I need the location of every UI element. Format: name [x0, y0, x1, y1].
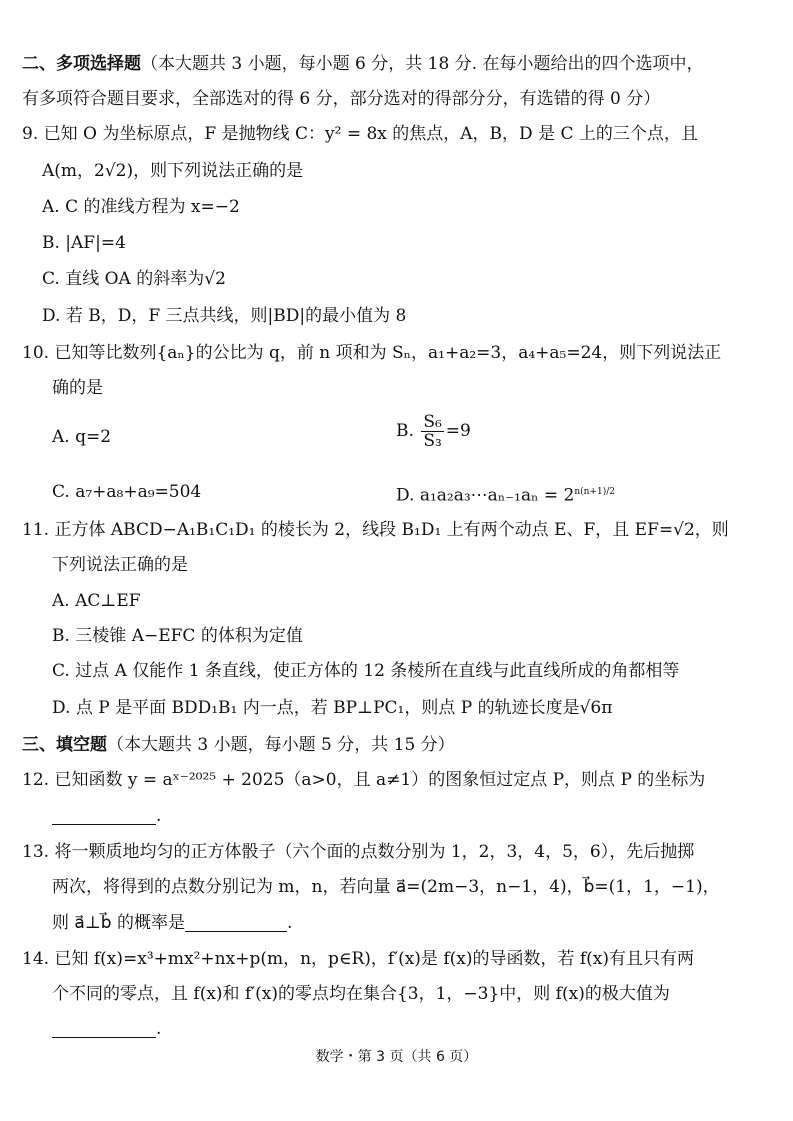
- q13-end: .: [287, 913, 293, 933]
- q11-option-b: B. 三棱锥 A−EFC 的体积为定值: [52, 626, 303, 646]
- section2-note-line1: （本大题共 3 小题，每小题 6 分，共 18 分. 在每小题给出的四个选项中，: [141, 54, 704, 74]
- q12-answer-line: [52, 805, 161, 827]
- q10-stem-line2: 确的是: [52, 378, 103, 398]
- q10-option-d-main: D. a₁a₂a₃⋯aₙ₋₁aₙ = 2: [396, 485, 575, 506]
- section2-title: 二、多项选择题: [22, 54, 141, 74]
- q11-option-c: C. 过点 A 仅能作 1 条直线，使正方体的 12 条棱所在直线与此直线所成的角都相等: [52, 661, 680, 681]
- q13-stem-line1: [22, 841, 694, 863]
- q10-option-b-numerator: S₆: [423, 412, 442, 432]
- q13-number: 13.: [22, 842, 50, 862]
- q12-stem-line1: [22, 769, 705, 791]
- q14-stem-text: 已知 f(x)=x³+mx²+nx+p(m，n，p∈R)，f′(x)是 f(x)的导函数，若 f(x)有且只有两: [54, 949, 695, 969]
- q10-option-b-denominator: S₃: [423, 431, 442, 451]
- q9-stem-text: 已知 O 为坐标原点，F 是抛物线 C：y² = 8x 的焦点，A，B，D 是 C 上的三个点，且: [43, 124, 698, 144]
- section3-title: 三、填空题: [22, 735, 107, 755]
- section3-header: [22, 734, 455, 756]
- q13-stem-line3-text: 则 a⃗⊥b⃗ 的概率是: [52, 913, 186, 933]
- q10-stem-text: 已知等比数列{aₙ}的公比为 q，前 n 项和为 Sₙ，a₁+a₂=3，a₄+a₅=24，则下列说法正: [54, 343, 722, 363]
- q14-answer-blank[interactable]: [52, 1019, 156, 1038]
- q12-answer-blank[interactable]: [52, 806, 156, 825]
- q9-number: 9.: [22, 124, 39, 144]
- q11-option-d: D. 点 P 是平面 BDD₁B₁ 内一点，若 BP⊥PC₁，则点 P 的轨迹长度是√6π: [52, 698, 613, 718]
- q10-stem-line1: [22, 342, 721, 364]
- q14-answer-line: [52, 1018, 161, 1040]
- q14-number: 14.: [22, 949, 50, 969]
- q13-stem-line3: [52, 912, 292, 934]
- section2-note-line2: 有多项符合题目要求，全部选对的得 6 分，部分选对的得部分分，有选错的得 0 分）: [22, 89, 661, 109]
- q9-option-b: B. |AF|=4: [42, 233, 126, 253]
- q11-stem-text: 正方体 ABCD−A₁B₁C₁D₁ 的棱长为 2，线段 B₁D₁ 上有两个动点 E、F，且 EF=√2，则: [54, 520, 729, 540]
- q11-stem-line2: 下列说法正确的是: [52, 555, 188, 575]
- q10-option-c: C. a₇+a₈+a₉=504: [52, 482, 202, 502]
- q11-number: 11.: [22, 520, 50, 540]
- page-footer: 数学・第 3 页（共 6 页）: [315, 1049, 478, 1065]
- q9-option-a: A. C 的准线方程为 x=−2: [42, 197, 240, 217]
- q13-stem-line2: 两次，将得到的点数分别记为 m，n，若向量 a⃗=(2m−3，n−1，4)，b⃗=(1，1，−1)，: [52, 877, 720, 897]
- q10-option-b-value: =9: [445, 421, 471, 441]
- q10-option-b: [396, 413, 471, 450]
- q9-option-c: C. 直线 OA 的斜率为√2: [42, 269, 226, 289]
- q9-stem-line1: [22, 123, 698, 145]
- q9-option-d: D. 若 B，D，F 三点共线，则|BD|的最小值为 8: [42, 306, 407, 326]
- q14-end: .: [156, 1019, 162, 1039]
- q12-stem-text: 已知函数 y = aˣ⁻²⁰²⁵ + 2025（a>0，且 a≠1）的图象恒过定点 P，则点 P 的坐标为: [54, 770, 706, 790]
- q10-option-b-label: B.: [396, 421, 414, 441]
- q11-option-a: A. AC⊥EF: [52, 591, 141, 611]
- section2-header: [22, 53, 704, 75]
- q11-stem-line1: [22, 519, 729, 541]
- q13-answer-blank[interactable]: [185, 913, 287, 932]
- q10-number: 10.: [22, 343, 50, 363]
- q12-number: 12.: [22, 770, 50, 790]
- q10-option-d-exponent: n(n+1)/2: [574, 487, 615, 497]
- q9-stem-line2: A(m，2√2)，则下列说法正确的是: [42, 161, 304, 181]
- q14-stem-line1: [22, 948, 694, 970]
- q12-end: .: [156, 806, 162, 826]
- q10-option-d: [396, 481, 615, 507]
- q13-stem-text: 将一颗质地均匀的正方体骰子（六个面的点数分别为 1，2，3，4，5，6），先后抛掷: [54, 842, 695, 862]
- q10-option-a: A. q=2: [52, 427, 112, 447]
- q10-option-b-fraction: [421, 413, 443, 450]
- q14-stem-line2: 个不同的零点，且 f(x)和 f′(x)的零点均在集合{3，1，−3}中，则 f(x)的极大值为: [52, 984, 670, 1004]
- section3-note: （本大题共 3 小题，每小题 5 分，共 15 分）: [107, 735, 455, 755]
